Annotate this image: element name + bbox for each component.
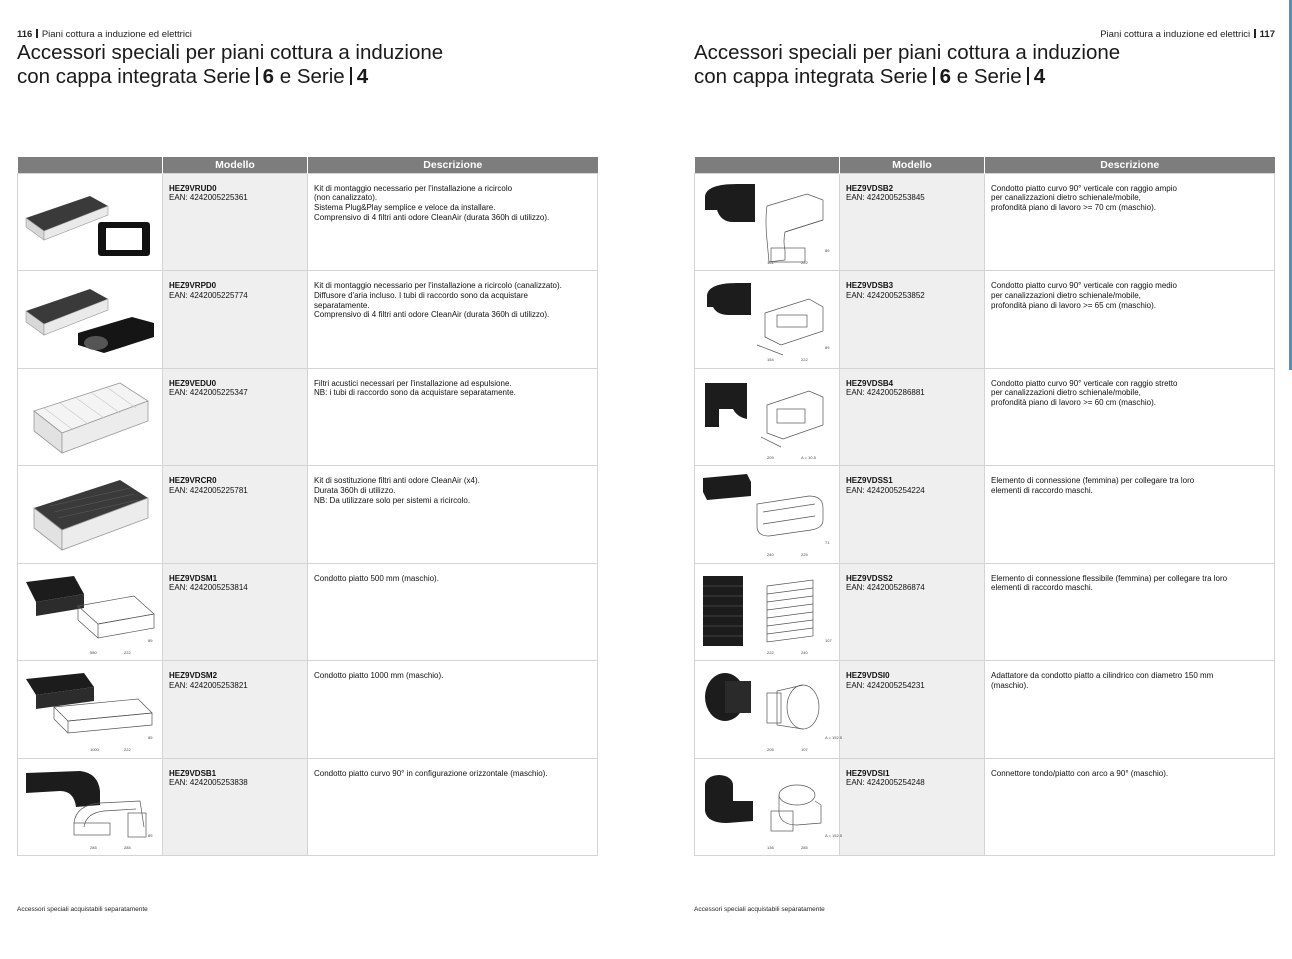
model-code: HEZ9VDSI1 bbox=[846, 768, 890, 778]
table-row bbox=[695, 466, 1275, 564]
ean-code: EAN: 4242005225781 bbox=[169, 485, 248, 495]
dimension-label: 285 bbox=[124, 844, 131, 850]
description-line: Kit di sostituzione filtri anti odore CleanAir (x4). bbox=[314, 476, 480, 485]
description-line: (maschio). bbox=[991, 680, 1029, 690]
description-cell bbox=[308, 271, 598, 369]
product-image-cell bbox=[18, 758, 163, 856]
model-cell bbox=[163, 466, 308, 564]
dimension-label: 89 bbox=[148, 735, 153, 740]
acoustic-filter-icon bbox=[20, 371, 160, 463]
dimension-label: 154 bbox=[767, 357, 774, 362]
model-cell bbox=[163, 563, 308, 661]
section-title: Piani cottura a induzione ed elettrici bbox=[1100, 29, 1251, 40]
model-cell bbox=[163, 271, 308, 369]
dimension-label: 222 bbox=[124, 747, 131, 752]
cleanair-filter-icon bbox=[20, 468, 160, 560]
model-cell bbox=[163, 368, 308, 466]
description-line: per canalizzazioni dietro schienale/mobile, bbox=[991, 290, 1141, 300]
vertical-bend-narrow-icon bbox=[697, 371, 837, 463]
running-head bbox=[1100, 29, 1275, 40]
description-line: per canalizzazioni dietro schienale/mobile, bbox=[991, 193, 1141, 203]
flexible-connector-icon bbox=[697, 566, 837, 658]
description-line: Elemento di connessione (femmina) per collegare tra loro bbox=[991, 476, 1195, 485]
description-line: (non canalizzato). bbox=[314, 193, 378, 203]
table-row bbox=[18, 758, 598, 856]
description-line: per canalizzazioni dietro schienale/mobile, bbox=[991, 388, 1141, 398]
ean-code: EAN: 4242005253845 bbox=[846, 193, 925, 203]
model-cell bbox=[163, 173, 308, 271]
table-row bbox=[18, 368, 598, 466]
filter-with-diffuser-icon bbox=[20, 273, 160, 365]
description-line: Filtri acustici necessari per l'installazione ad espulsione. bbox=[314, 378, 512, 388]
description-line: Comprensivo di 4 filtri anti odore CleanAir (durata 360h di utilizzo). bbox=[314, 310, 550, 320]
page-number: 117 bbox=[1259, 29, 1275, 40]
horizontal-bend-icon bbox=[20, 761, 160, 853]
table-row bbox=[18, 563, 598, 661]
description-line: Elemento di connessione flessibile (femmina) per collegare tra loro bbox=[991, 573, 1228, 583]
model-cell bbox=[840, 466, 985, 564]
description-line: Adattatore da condotto piatto a cilindrico con diametro 150 mm bbox=[991, 671, 1214, 680]
ean-code: EAN: 4242005225774 bbox=[169, 290, 248, 300]
page-title: Accessori speciali per piani cottura a induzione con cappa integrata Serie 6 e Serie 4 bbox=[17, 41, 444, 88]
ean-code: EAN: 4242005225347 bbox=[169, 388, 248, 398]
product-image-cell bbox=[18, 563, 163, 661]
table-header bbox=[18, 157, 598, 173]
ean-code: EAN: 4242005253814 bbox=[169, 583, 248, 593]
dimension-label: A = 152.5 bbox=[825, 735, 843, 740]
accessories-table bbox=[17, 157, 598, 856]
description-line: profondità piano di lavoro >= 65 cm (maschio). bbox=[991, 300, 1156, 310]
product-image-cell bbox=[695, 271, 840, 369]
section-title: Piani cottura a induzione ed elettrici bbox=[41, 29, 192, 40]
product-image-cell bbox=[18, 173, 163, 271]
ean-code: EAN: 4242005253821 bbox=[169, 680, 248, 690]
table-row bbox=[695, 661, 1275, 759]
dimension-label: 107 bbox=[801, 747, 808, 752]
model-cell bbox=[840, 368, 985, 466]
dimension-label: 71 bbox=[825, 540, 830, 545]
description-cell bbox=[308, 368, 598, 466]
description-cell bbox=[308, 173, 598, 271]
model-code: HEZ9VRUD0 bbox=[169, 183, 217, 193]
ean-code: EAN: 4242005254231 bbox=[846, 680, 925, 690]
running-head bbox=[17, 29, 192, 40]
ean-code: EAN: 4242005286874 bbox=[846, 583, 925, 593]
description-line: Connettore tondo/piatto con arco a 90° (maschio). bbox=[991, 768, 1169, 778]
model-code: HEZ9VDSB2 bbox=[846, 183, 894, 193]
description-line: Comprensivo di 4 filtri anti odore CleanAir (durata 360h di utilizzo). bbox=[314, 212, 550, 222]
dimension-label: 209 bbox=[767, 454, 774, 460]
model-code: HEZ9VDSB3 bbox=[846, 281, 894, 290]
flat-to-round-adapter-icon bbox=[697, 663, 843, 755]
dimension-label: A = 152.5 bbox=[825, 832, 843, 838]
accessories-table bbox=[694, 157, 1275, 856]
ean-code: EAN: 4242005254248 bbox=[846, 778, 925, 788]
model-code: HEZ9VDSS1 bbox=[846, 476, 893, 485]
description-line: Condotto piatto curvo 90° verticale con raggio medio bbox=[991, 281, 1177, 290]
dimension-label: 89 bbox=[825, 247, 830, 253]
model-code: HEZ9VRPD0 bbox=[169, 281, 217, 290]
model-cell bbox=[163, 758, 308, 856]
table-row bbox=[695, 563, 1275, 661]
description-cell bbox=[985, 271, 1275, 369]
model-cell bbox=[840, 661, 985, 759]
model-code: HEZ9VDSB4 bbox=[846, 378, 894, 388]
description-line: Diffusore d'aria incluso. I tubi di raccordo sono da acquistare bbox=[314, 290, 528, 300]
description-cell bbox=[985, 466, 1275, 564]
dimension-label: 89 bbox=[825, 345, 830, 350]
model-code: HEZ9VDSI0 bbox=[846, 671, 890, 680]
dimension-label: 285 bbox=[801, 844, 808, 850]
description-cell bbox=[985, 661, 1275, 759]
description-cell bbox=[985, 758, 1275, 856]
page-number: 116 bbox=[17, 29, 33, 40]
description-line: elementi di raccordo maschi. bbox=[991, 485, 1093, 495]
table-row bbox=[18, 271, 598, 369]
description-cell bbox=[308, 758, 598, 856]
description-cell bbox=[985, 368, 1275, 466]
model-code: HEZ9VEDU0 bbox=[169, 378, 217, 388]
dimension-label: 136 bbox=[767, 844, 774, 850]
flat-duct-long-icon bbox=[20, 663, 160, 755]
product-image-cell bbox=[695, 758, 843, 856]
dimension-label: 161 bbox=[767, 259, 774, 265]
dimension-label: 205 bbox=[767, 747, 774, 752]
description-cell bbox=[308, 466, 598, 564]
model-code: HEZ9VDSB1 bbox=[169, 768, 217, 778]
description-cell bbox=[985, 563, 1275, 661]
product-image-cell bbox=[18, 368, 163, 466]
model-code: HEZ9VDSS2 bbox=[846, 573, 893, 583]
table-row bbox=[18, 173, 598, 271]
description-line: Kit di montaggio necessario per l'installazione a ricircolo bbox=[314, 183, 513, 193]
dimension-label: 222 bbox=[124, 649, 131, 655]
dimension-label: 240 bbox=[801, 649, 808, 655]
dimension-label: 107 bbox=[825, 637, 832, 643]
product-image-cell bbox=[695, 661, 843, 759]
description-line: Condotto piatto 500 mm (maschio). bbox=[314, 573, 439, 583]
model-cell bbox=[840, 173, 985, 271]
product-image-cell bbox=[695, 466, 840, 564]
description-cell bbox=[985, 173, 1275, 271]
description-line: profondità piano di lavoro >= 60 cm (maschio). bbox=[991, 398, 1156, 408]
vertical-bend-wide-icon bbox=[697, 176, 837, 268]
right-page bbox=[646, 0, 1292, 959]
header-description: Descrizione bbox=[985, 157, 1275, 173]
ean-code: EAN: 4242005225361 bbox=[169, 193, 248, 203]
model-code: HEZ9VDSM2 bbox=[169, 671, 218, 680]
product-image-cell bbox=[695, 368, 840, 466]
description-line: profondità piano di lavoro >= 70 cm (maschio). bbox=[991, 203, 1156, 213]
table-row bbox=[695, 368, 1275, 466]
footnote: Accessori speciali acquistabili separatamente bbox=[17, 906, 148, 913]
ean-code: EAN: 4242005286881 bbox=[846, 388, 925, 398]
filter-with-adapter-icon bbox=[20, 176, 160, 268]
round-flat-elbow-icon bbox=[697, 761, 843, 853]
ean-code: EAN: 4242005253852 bbox=[846, 290, 925, 300]
table-row bbox=[18, 466, 598, 564]
description-line: Condotto piatto curvo 90° verticale con raggio ampio bbox=[991, 183, 1177, 193]
description-line: elementi di raccordo maschi. bbox=[991, 583, 1093, 593]
model-cell bbox=[840, 563, 985, 661]
description-line: Condotto piatto 1000 mm (maschio). bbox=[314, 671, 444, 680]
description-line: separatamente. bbox=[314, 300, 370, 310]
dimension-label: 222 bbox=[801, 357, 808, 362]
dimension-label: A = 10.5 bbox=[801, 454, 816, 460]
description-line: Condotto piatto curvo 90° in configurazione orizzontale (maschio). bbox=[314, 768, 548, 778]
dimension-label: 285 bbox=[90, 844, 97, 850]
footnote: Accessori speciali acquistabili separatamente bbox=[694, 906, 825, 913]
header-model: Modello bbox=[163, 157, 308, 173]
model-cell bbox=[840, 758, 985, 856]
product-image-cell bbox=[18, 466, 163, 564]
description-line: Durata 360h di utilizzo. bbox=[314, 485, 396, 495]
description-cell bbox=[308, 661, 598, 759]
description-line: Kit di montaggio necessario per l'installazione a ricircolo (canalizzato). bbox=[314, 281, 562, 290]
table-row bbox=[695, 758, 1275, 856]
product-image-cell bbox=[695, 563, 840, 661]
dimension-label: 89 bbox=[148, 637, 153, 643]
dimension-label: 240 bbox=[767, 552, 774, 557]
model-cell bbox=[840, 271, 985, 369]
dimension-label: 225 bbox=[801, 552, 808, 557]
description-cell bbox=[308, 563, 598, 661]
dimension-label: 1000 bbox=[90, 747, 99, 752]
product-image-cell bbox=[18, 661, 163, 759]
dimension-label: 580 bbox=[90, 649, 97, 655]
header-model: Modello bbox=[840, 157, 985, 173]
description-line: Condotto piatto curvo 90° verticale con raggio stretto bbox=[991, 378, 1178, 388]
product-image-cell bbox=[18, 271, 163, 369]
model-code: HEZ9VDSM1 bbox=[169, 573, 218, 583]
ean-code: EAN: 4242005253838 bbox=[169, 778, 248, 788]
product-image-cell bbox=[695, 173, 840, 271]
flat-duct-short-icon bbox=[20, 566, 160, 658]
model-cell bbox=[163, 661, 308, 759]
dimension-label: 89 bbox=[148, 832, 153, 838]
dimension-label: 222 bbox=[767, 649, 774, 655]
description-line: NB: i tubi di raccordo sono da acquistare separatamente. bbox=[314, 388, 516, 398]
description-line: NB: Da utilizzare solo per sistemi a ricircolo. bbox=[314, 495, 471, 505]
vertical-bend-medium-icon bbox=[697, 273, 837, 365]
description-line: Sistema Plug&Play semplice e veloce da installare. bbox=[314, 203, 496, 213]
table-row bbox=[695, 271, 1275, 369]
connector-female-icon bbox=[697, 468, 837, 560]
header-description: Descrizione bbox=[308, 157, 598, 173]
table-row bbox=[695, 173, 1275, 271]
table-header bbox=[695, 157, 1275, 173]
ean-code: EAN: 4242005254224 bbox=[846, 485, 925, 495]
table-row bbox=[18, 661, 598, 759]
model-code: HEZ9VRCR0 bbox=[169, 476, 217, 485]
page-title: Accessori speciali per piani cottura a induzione con cappa integrata Serie 6 e Serie 4 bbox=[694, 41, 1121, 88]
dimension-label: 222 bbox=[801, 259, 808, 265]
